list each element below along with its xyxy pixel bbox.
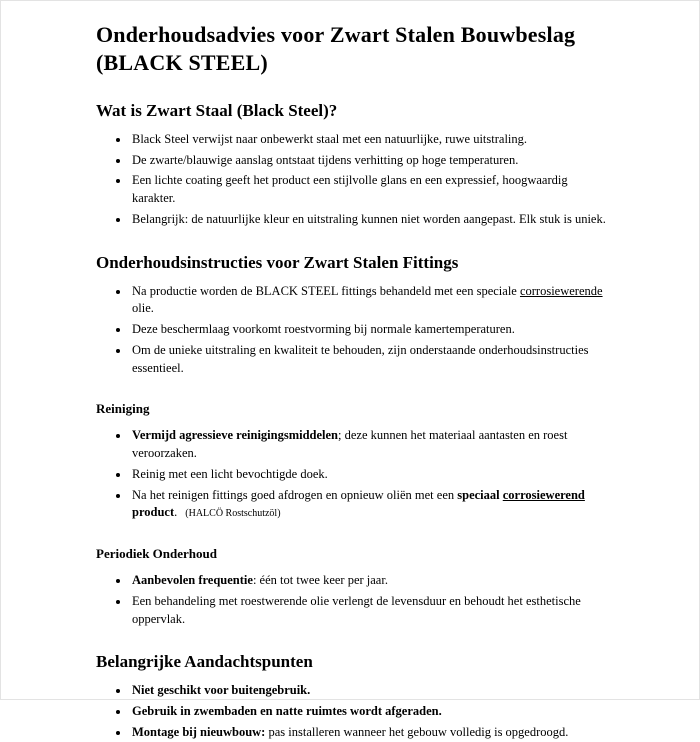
underlined-term: corrosiewerende <box>519 283 603 298</box>
list-item: • De zwarte/blauwige aanslag ontstaat tijdens verhitting op hoge temperaturen. <box>130 152 611 170</box>
list-item <box>130 427 611 463</box>
bullet-list-periodiek <box>96 572 611 628</box>
list-item: • Om de unieke uitstraling en kwaliteit te behouden, zijn onderstaande onderhoudsinstructies essentieel. <box>130 342 611 378</box>
bullet-list-reiniging <box>96 427 611 522</box>
list-item: • Gebruik in zwembaden en natte ruimtes wordt afgeraden. <box>130 703 611 721</box>
list-item <box>130 283 611 319</box>
bullet-text: : één tot twee keer per jaar. <box>252 573 388 588</box>
list-item: • Belangrijk: de natuurlijke kleur en uitstraling kunnen niet worden aangepast. Elk stuk is uniek. <box>130 211 611 229</box>
list-item: • Een behandeling met roestwerende olie verlengt de levensduur en behoudt het esthetische oppervlak. <box>130 593 611 629</box>
subsection-heading-reiniging: Reiniging <box>96 401 150 417</box>
section-heading-aandachtspunten: Belangrijke Aandachtspunten <box>96 652 313 672</box>
section-heading-what-is-black-steel: Wat is Zwart Staal (Black Steel)? <box>96 100 338 120</box>
list-item: • Een lichte coating geeft het product een stijlvolle glans en een expressief, hoogwaardig karakter. <box>130 172 611 208</box>
subsection-heading-periodiek-onderhoud: Periodiek Onderhoud <box>96 546 217 562</box>
bold-lead: Montage bij nieuwbouw: <box>132 724 266 739</box>
bullet-text: Na productie worden de BLACK STEEL fittings behandeld met een speciale <box>132 283 520 298</box>
bold-lead: Aanbevolen frequentie <box>132 573 253 588</box>
list-item <box>130 724 611 742</box>
bullet-text: olie. <box>132 301 154 316</box>
bold-term: product <box>132 505 175 520</box>
list-item: • Black Steel verwijst naar onbewerkt staal met een natuurlijke, ruwe uitstraling. <box>130 131 611 149</box>
bold-term: speciaal <box>457 487 503 502</box>
list-item <box>130 572 611 590</box>
bullet-list-what-is <box>96 131 611 229</box>
list-item: • Reinig met een licht bevochtigde doek. <box>130 466 611 484</box>
bullet-list-instructies <box>96 283 611 378</box>
bullet-text: . <box>174 505 178 520</box>
bullet-text: pas installeren wanneer het gebouw volledig is opgedroogd. <box>265 724 569 739</box>
section-heading-onderhoudsinstructies: Onderhoudsinstructies voor Zwart Stalen Fittings <box>96 252 459 272</box>
page-title: Onderhoudsadvies voor Zwart Stalen Bouwbeslag (BLACK STEEL) <box>96 22 576 75</box>
list-item: • Deze beschermlaag voorkomt roestvorming bij normale kamertemperaturen. <box>130 321 611 339</box>
bold-lead: Vermijd agressieve reinigingsmiddelen <box>132 428 339 443</box>
list-item <box>130 487 611 523</box>
product-note: (HALCÖ Rostschutzöl) <box>185 508 281 520</box>
list-item: • Niet geschikt voor buitengebruik. <box>130 682 611 700</box>
bullet-text: Na het reinigen fittings goed afdrogen en opnieuw oliën met een <box>132 487 458 502</box>
bullet-text: ; deze kunnen het materiaal aantasten en roest veroorzaken. <box>132 428 568 461</box>
bold-underlined-term: corrosiewerend <box>502 487 585 502</box>
bullet-list-aandachtspunten <box>96 682 611 741</box>
